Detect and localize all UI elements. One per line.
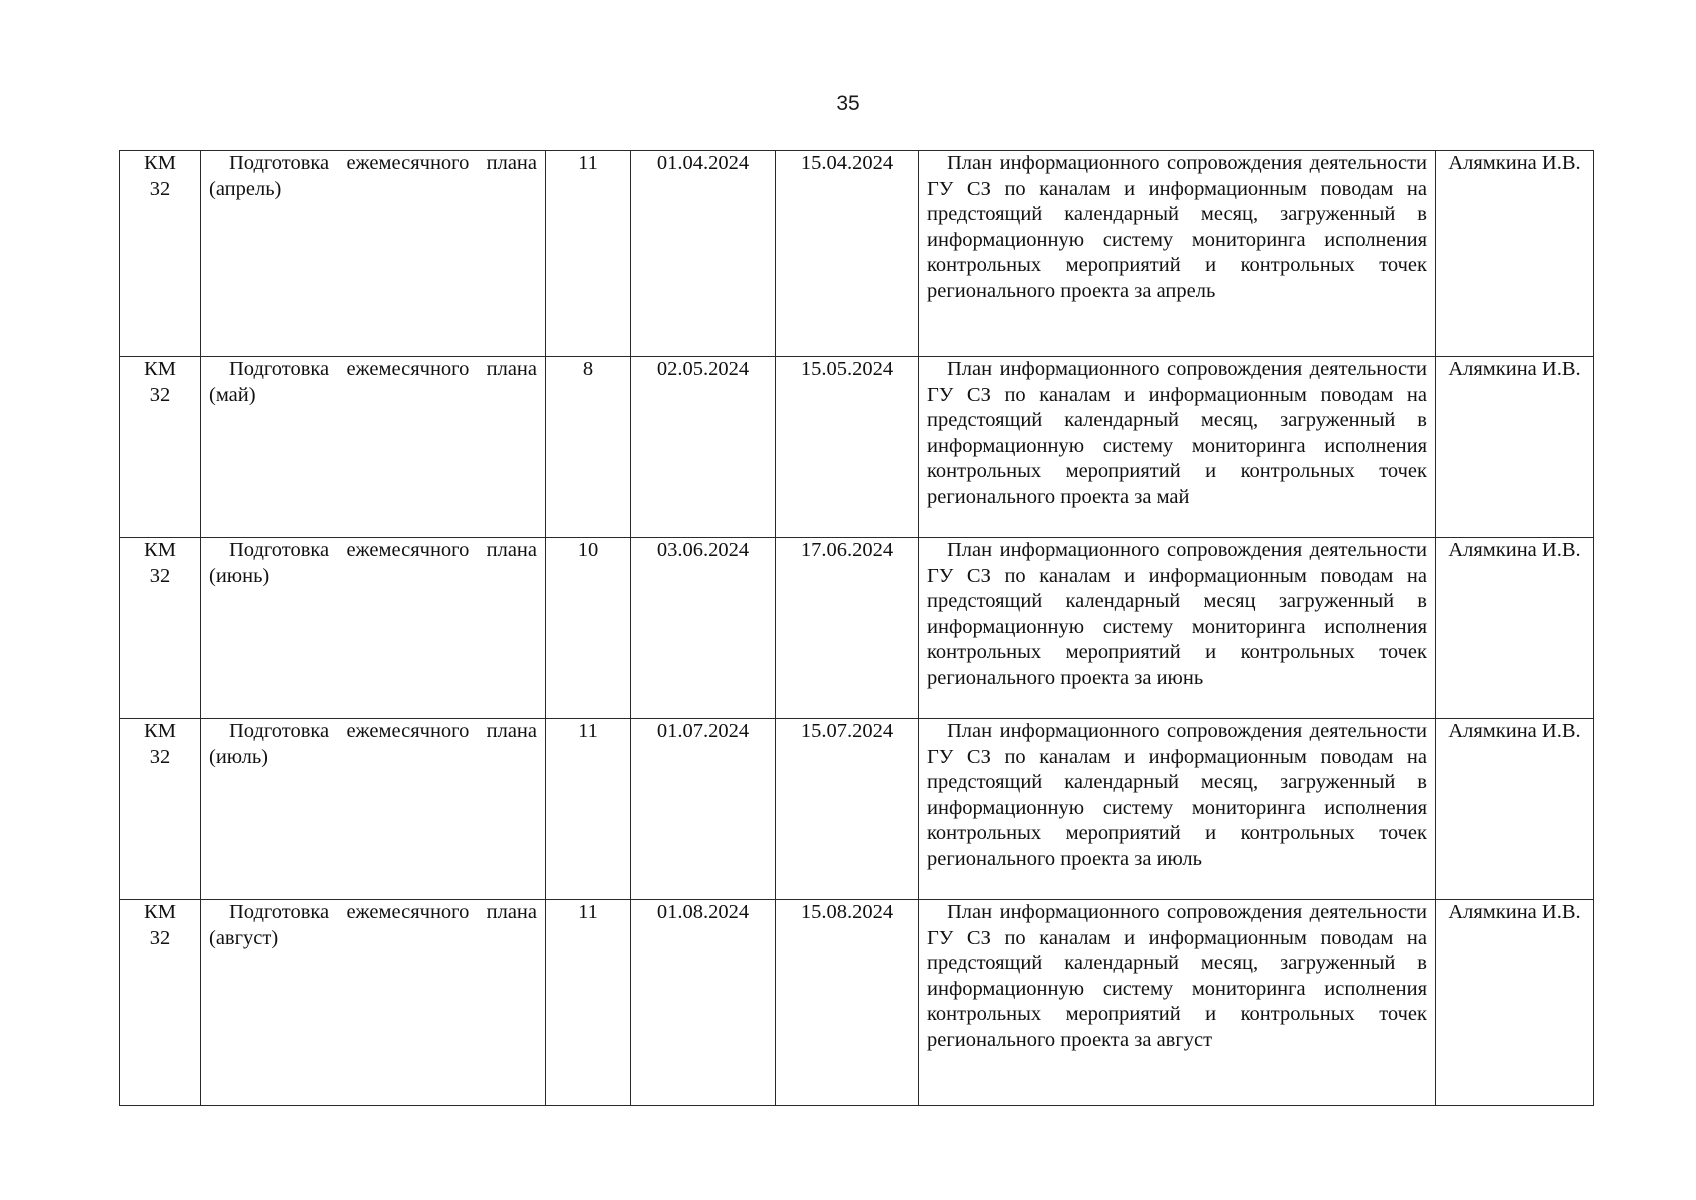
- count-value: 11: [578, 720, 598, 742]
- count-cell: [546, 900, 631, 1106]
- task-name-cell: [201, 900, 546, 1106]
- control-point-code: КМ: [144, 152, 176, 174]
- count-cell: [546, 151, 631, 357]
- control-point-code: КМ: [144, 720, 176, 742]
- control-point-number: 32: [149, 564, 171, 587]
- task-name-cell: [201, 151, 546, 357]
- task-name: Подготовка ежемесячного плана (апрель): [209, 152, 537, 200]
- end-date: 15.07.2024: [800, 720, 894, 742]
- control-point-code-cell: [120, 719, 201, 900]
- control-point-code: КМ: [144, 539, 176, 561]
- result-description: План информационного сопровождения деятельности ГУ СЗ по каналам и информационным поводам на предстоящий календарный месяц, загруженный в информационную систему мониторинга исполнения контрольных мероприятий и контрольных точек регионального проекта за май: [927, 358, 1427, 508]
- control-point-number: 32: [149, 926, 171, 949]
- end-date: 15.08.2024: [800, 901, 894, 923]
- control-point-code-cell: [120, 538, 201, 719]
- responsible-person: Алямкина И.В.: [1448, 720, 1581, 742]
- responsible-cell: [1436, 719, 1594, 900]
- result-description-cell: [919, 151, 1436, 357]
- responsible-person: Алямкина И.В.: [1448, 539, 1581, 561]
- table-row: [120, 151, 1594, 357]
- count-cell: [546, 538, 631, 719]
- count-value: 10: [577, 539, 599, 561]
- start-date-cell: [631, 538, 776, 719]
- result-description: План информационного сопровождения деятельности ГУ СЗ по каналам и информационным поводам на предстоящий календарный месяц загруженный в информационную систему мониторинга исполнения контрольных мероприятий и контрольных точек регионального проекта за июнь: [927, 539, 1427, 689]
- task-name-cell: [201, 538, 546, 719]
- control-point-code: КМ: [144, 358, 176, 380]
- result-description-cell: [919, 719, 1436, 900]
- start-date: 01.04.2024: [656, 152, 750, 174]
- result-description: План информационного сопровождения деятельности ГУ СЗ по каналам и информационным поводам на предстоящий календарный месяц, загруженный в информационную систему мониторинга исполнения контрольных мероприятий и контрольных точек регионального проекта за июль: [927, 720, 1427, 870]
- responsible-cell: [1436, 900, 1594, 1106]
- end-date: 15.04.2024: [800, 152, 894, 174]
- end-date-cell: [776, 538, 919, 719]
- task-name-cell: [201, 719, 546, 900]
- start-date: 01.08.2024: [656, 901, 750, 923]
- control-point-code-cell: [120, 151, 201, 357]
- control-point-code-cell: [120, 900, 201, 1106]
- count-value: 11: [578, 901, 598, 923]
- control-point-number: 32: [149, 383, 171, 406]
- task-name: Подготовка ежемесячного плана (июль): [209, 720, 537, 768]
- start-date: 01.07.2024: [656, 720, 750, 742]
- responsible-cell: [1436, 538, 1594, 719]
- table-row: [120, 538, 1594, 719]
- page-number: 35: [836, 92, 860, 115]
- count-value: 8: [582, 358, 594, 380]
- responsible-cell: [1436, 357, 1594, 538]
- control-point-number: 32: [149, 177, 171, 200]
- task-name: Подготовка ежемесячного плана (май): [209, 358, 537, 406]
- start-date-cell: [631, 719, 776, 900]
- responsible-person: Алямкина И.В.: [1448, 901, 1581, 923]
- start-date-cell: [631, 357, 776, 538]
- end-date-cell: [776, 357, 919, 538]
- end-date: 15.05.2024: [800, 358, 894, 380]
- start-date-cell: [631, 151, 776, 357]
- count-value: 11: [578, 152, 598, 174]
- task-name-cell: [201, 357, 546, 538]
- count-cell: [546, 357, 631, 538]
- control-point-code-cell: [120, 357, 201, 538]
- count-cell: [546, 719, 631, 900]
- responsible-cell: [1436, 151, 1594, 357]
- result-description: План информационного сопровождения деятельности ГУ СЗ по каналам и информационным поводам на предстоящий календарный месяц, загруженный в информационную систему мониторинга исполнения контрольных мероприятий и контрольных точек регионального проекта за август: [927, 901, 1427, 1051]
- result-description-cell: [919, 900, 1436, 1106]
- responsible-person: Алямкина И.В.: [1448, 152, 1581, 174]
- start-date: 03.06.2024: [656, 539, 750, 561]
- result-description-cell: [919, 538, 1436, 719]
- plan-table: [119, 150, 1594, 1106]
- responsible-person: Алямкина И.В.: [1448, 358, 1581, 380]
- task-name: Подготовка ежемесячного плана (август): [209, 901, 537, 949]
- end-date-cell: [776, 151, 919, 357]
- start-date-cell: [631, 900, 776, 1106]
- result-description-cell: [919, 357, 1436, 538]
- table-row: [120, 719, 1594, 900]
- task-name: Подготовка ежемесячного плана (июнь): [209, 539, 537, 587]
- control-point-code: КМ: [144, 901, 176, 923]
- control-point-number: 32: [149, 745, 171, 768]
- end-date-cell: [776, 719, 919, 900]
- table-row: [120, 357, 1594, 538]
- end-date: 17.06.2024: [800, 539, 894, 561]
- end-date-cell: [776, 900, 919, 1106]
- result-description: План информационного сопровождения деятельности ГУ СЗ по каналам и информационным поводам на предстоящий календарный месяц, загруженный в информационную систему мониторинга исполнения контрольных мероприятий и контрольных точек регионального проекта за апрель: [927, 152, 1427, 302]
- start-date: 02.05.2024: [656, 358, 750, 380]
- table-row: [120, 900, 1594, 1106]
